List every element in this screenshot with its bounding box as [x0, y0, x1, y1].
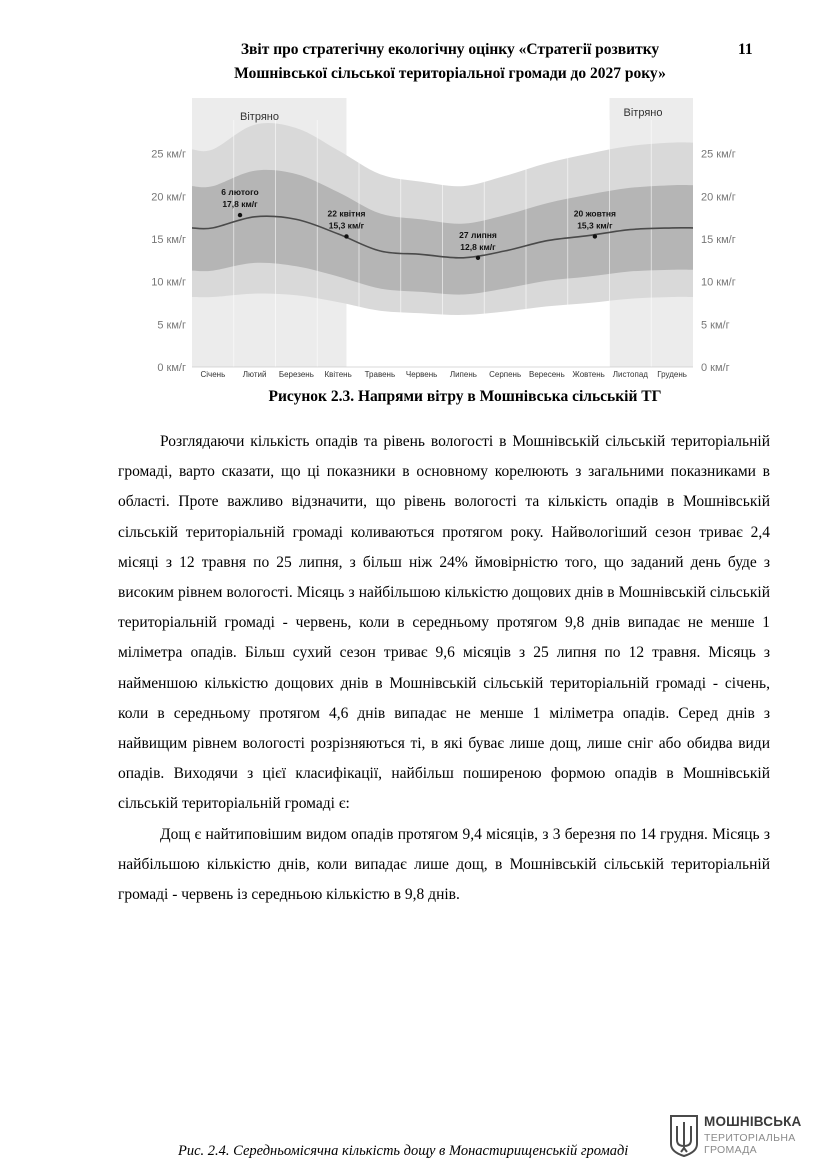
y-tick-label-right: 0 км/г: [701, 362, 730, 374]
y-tick-label-left: 25 км/г: [151, 148, 186, 161]
annotation-value: 15,3 км/г: [577, 220, 613, 231]
annotation-value: 17,8 км/г: [222, 199, 258, 210]
month-label: Липень: [449, 370, 477, 379]
header-line-2: Мошнівської сільської територіальної громади до 2027 року»: [234, 65, 666, 82]
body-text: [118, 427, 770, 910]
paragraph-1: Розглядаючи кількість опадів та рівень вологості в Мошнівській сільській територіальній громаді, варто сказати, що ці показники в основному корелюють з загальними показниками в області. Проте важливо відзначити, що рівень вологості та кількість опадів в Мошнівській сільській територіальній громаді коливаються протягом року. Найвологіший сезон триває 2,4 місяці з 12 травня по 25 липня, з більш ніж 24% ймовірністю того, що заданий день буде з високим рівнем вологості. Місяць з найбільшою кількістю дощових днів в Мошнівській сільській територіальній громаді - червень, коли в середньому протягом 9,8 днів випадає не менше 1 міліметра опадів. Більш сухий сезон триває 9,6 місяців з 25 липня по 12 травня. Місяць з найменшою кількістю дощових днів в Мошнівській сільській територіальній громаді - січень, коли в середньому протягом 4,6 днів випадає не менше 1 міліметра опадів. Серед днів з найвищим рівнем вологості розрізняються ті, в які буває лише дощ, лише сніг або обидва види опадів. Виходячи з цієї класифікації, найбільш поширеною формою опадів в Мошнівській сільській територіальній громаді є:: [118, 433, 770, 813]
month-label: Жовтень: [572, 370, 605, 379]
y-tick-label-right: 10 км/г: [701, 276, 736, 289]
header-line-1: Звіт про стратегічну екологічну оцінку «Стратегії розвитку: [240, 41, 660, 58]
month-label: Листопад: [612, 370, 648, 379]
logo-subtitle-2: ГРОМАДА: [704, 1144, 757, 1156]
y-tick-label-right: 20 км/г: [701, 191, 736, 204]
y-tick-label-left: 0 км/г: [157, 362, 186, 374]
month-label: Вересень: [529, 370, 565, 379]
annotation-date: 27 липня: [459, 229, 497, 240]
windy-label: Вітряно: [240, 111, 279, 123]
y-tick-label-right: 25 км/г: [701, 148, 736, 161]
month-label: Червень: [405, 370, 438, 379]
windy-label: Вітряно: [623, 107, 663, 119]
y-tick-label-left: 20 км/г: [151, 191, 186, 204]
y-tick-label-left: 10 км/г: [151, 276, 186, 289]
logo-subtitle-1: ТЕРИТОРІАЛЬНА: [704, 1132, 796, 1144]
community-logo: [668, 1112, 818, 1160]
logo-title: МОШНІВСЬКА: [704, 1114, 802, 1129]
page-header: [150, 38, 750, 86]
annotation-value: 15,3 км/г: [328, 220, 365, 231]
wind-speed-chart: [130, 98, 750, 383]
y-tick-label-left: 5 км/г: [157, 319, 186, 332]
annotation-point: [238, 213, 242, 217]
month-label: Січень: [200, 370, 226, 379]
month-label: Серпень: [489, 370, 522, 379]
annotation-date: 22 квітня: [327, 208, 366, 219]
annotation-point: [593, 234, 597, 238]
annotation-value: 12,8 км/г: [460, 241, 496, 252]
y-tick-label-left: 15 км/г: [151, 234, 186, 246]
paragraph-2: Дощ є найтиповішим видом опадів протягом 9,4 місяців, з 3 березня по 14 грудня. Місяць з найбільшою кількістю днів, коли випадає лише дощ, в Мошнівській сільській територіальній громаді - червень із середньою кількістю в 9,8 днів.: [118, 825, 770, 904]
annotation-point: [344, 234, 348, 238]
y-tick-label-right: 5 км/г: [701, 319, 730, 332]
footer-caption: Рис. 2.4. Середньомісячна кількість дощу в Монастирищенській громаді: [178, 1143, 629, 1159]
annotation-date: 20 жовтня: [573, 208, 616, 219]
page-number: 11: [738, 41, 753, 58]
annotation-point: [476, 256, 480, 260]
wind-chart-svg: [130, 98, 750, 383]
month-label: Квітень: [324, 370, 352, 379]
annotation-date: 6 лютого: [221, 187, 259, 198]
month-label: Грудень: [657, 370, 687, 379]
trident-emblem-icon: [668, 1114, 700, 1158]
month-label: Травень: [364, 370, 396, 379]
month-label: Березень: [278, 370, 314, 379]
y-tick-label-right: 15 км/г: [701, 234, 736, 246]
figure-caption: Рисунок 2.3. Напрями вітру в Мошнівська сільській ТГ: [268, 388, 662, 405]
month-label: Лютий: [242, 370, 267, 379]
